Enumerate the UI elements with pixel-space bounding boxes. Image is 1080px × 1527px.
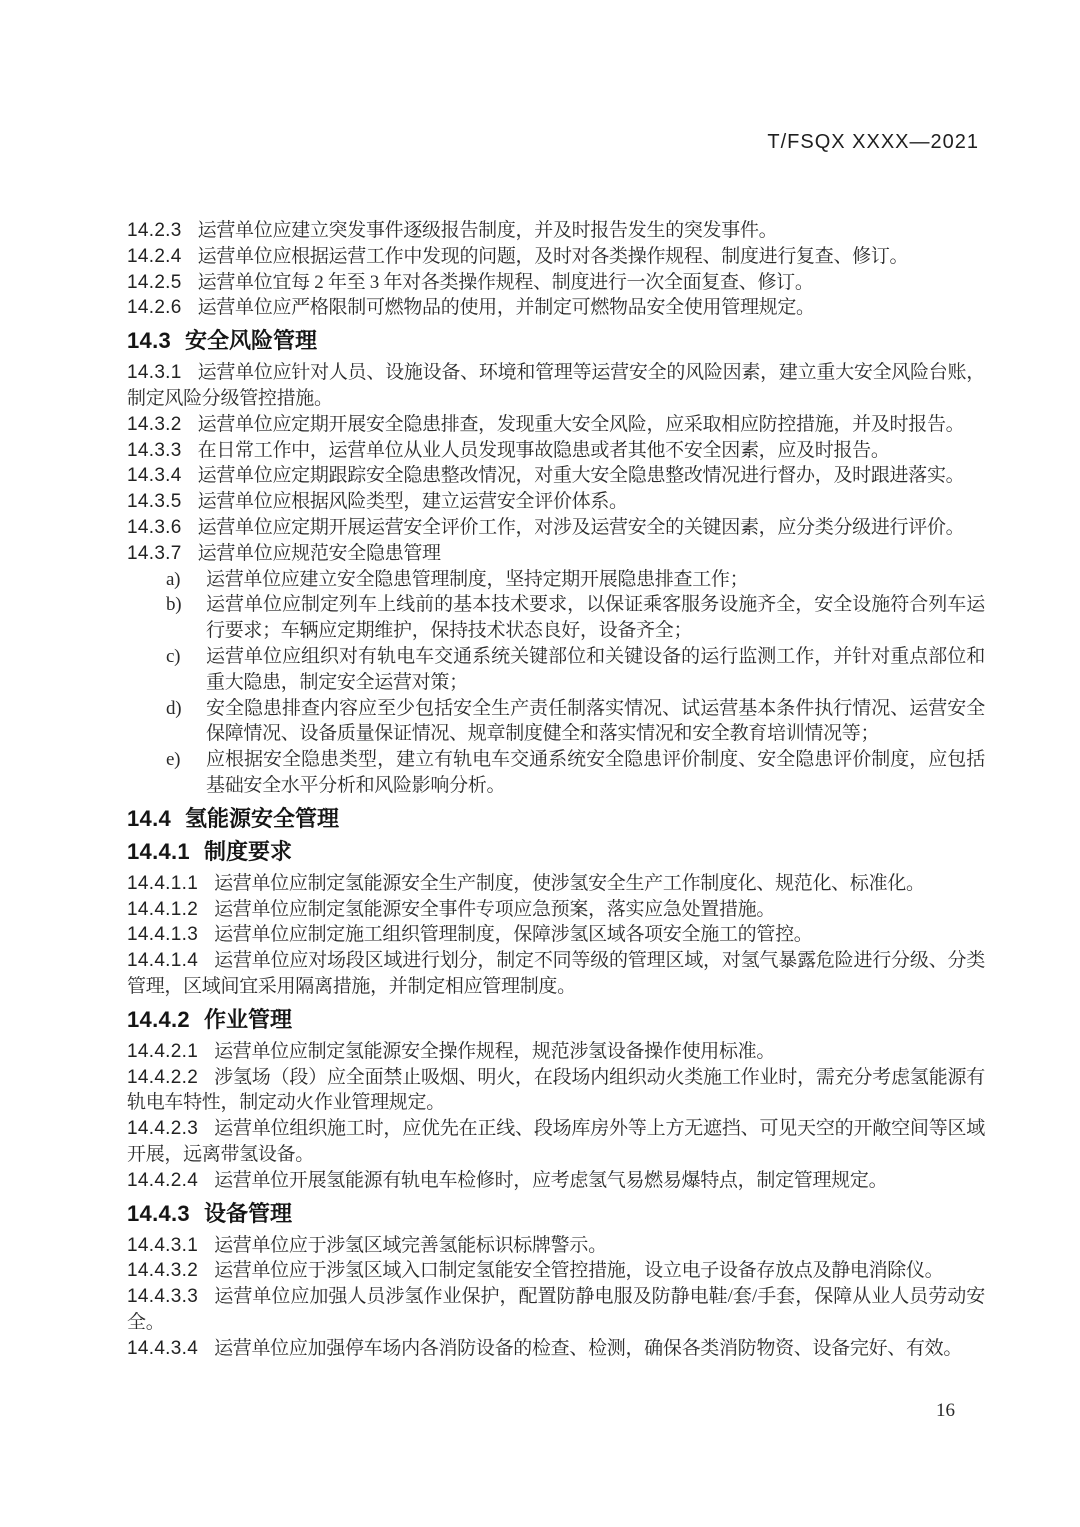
clause-number: 14.4.2.3 bbox=[127, 1118, 199, 1140]
section-heading-14-4-1 bbox=[127, 838, 985, 865]
list-text: 运营单位应建立安全隐患管理制度，坚持定期开展隐患排查工作； bbox=[206, 568, 749, 590]
clause-14-4-3-1 bbox=[127, 1233, 985, 1259]
clause-14-4-3-4 bbox=[127, 1336, 985, 1362]
clause-text: 运营单位应对场段区域进行划分，制定不同等级的管理区域，对氢气暴露危险进行分级、分类管理，区域间宜采用隔离措施，并制定相应管理制度。 bbox=[127, 950, 985, 997]
clause-number: 14.4.3.1 bbox=[127, 1234, 199, 1256]
clause-text: 运营单位应规范安全隐患管理 bbox=[197, 542, 441, 564]
clause-text: 在日常工作中，运营单位从业人员发现事故隐患或者其他不安全因素，应及时报告。 bbox=[197, 439, 890, 461]
list-marker: d) bbox=[166, 697, 182, 719]
clause-14-4-3-3 bbox=[127, 1284, 985, 1336]
heading-title: 安全风险管理 bbox=[185, 328, 318, 354]
list-item-d bbox=[127, 696, 985, 748]
clause-number: 14.3.5 bbox=[127, 491, 182, 513]
page-number: 16 bbox=[936, 1400, 955, 1421]
clause-14-4-3-2 bbox=[127, 1258, 985, 1284]
heading-title: 作业管理 bbox=[203, 1006, 292, 1032]
clause-text: 运营单位应针对人员、设施设备、环境和管理等运营安全的风险因素，建立重大安全风险台账，制定风险分级管控措施。 bbox=[127, 362, 985, 409]
clause-number: 14.2.5 bbox=[127, 271, 182, 293]
clause-text: 运营单位应定期跟踪安全隐患整改情况，对重大安全隐患整改情况进行督办，及时跟进落实。 bbox=[197, 465, 965, 487]
clause-14-4-2-3 bbox=[127, 1116, 985, 1168]
clause-text: 运营单位应加强停车场内各消防设备的检查、检测，确保各类消防物资、设备完好、有效。 bbox=[214, 1337, 963, 1359]
clause-14-3-3 bbox=[127, 438, 985, 464]
document-number: T/FSQX XXXX—2021 bbox=[767, 131, 979, 153]
heading-title: 制度要求 bbox=[203, 838, 292, 864]
list-marker: e) bbox=[166, 749, 181, 771]
clause-number: 14.4.2.2 bbox=[127, 1066, 199, 1088]
clause-text: 运营单位应根据风险类型，建立运营安全评价体系。 bbox=[197, 491, 628, 513]
list-item-a bbox=[127, 567, 985, 593]
clause-14-4-1-1 bbox=[127, 871, 985, 897]
list-item-c bbox=[127, 644, 985, 696]
heading-number: 14.4.3 bbox=[127, 1200, 190, 1226]
clause-text: 运营单位应制定氢能源安全操作规程，规范涉氢设备操作使用标准。 bbox=[214, 1040, 776, 1062]
clause-text: 运营单位应定期开展安全隐患排查，发现重大安全风险，应采取相应防控措施，并及时报告。 bbox=[197, 413, 965, 435]
clause-number: 14.3.1 bbox=[127, 362, 182, 384]
clause-text: 涉氢场（段）应全面禁止吸烟、明火，在段场内组织动火类施工作业时，需充分考虑氢能源有轨电车特性，制定动火作业管理规定。 bbox=[127, 1066, 985, 1114]
clause-text: 运营单位组织施工时，应优先在正线、段场库房外等上方无遮挡、可见天空的开敞空间等区域开展，远离带氢设备。 bbox=[127, 1118, 985, 1165]
clause-14-4-2-1 bbox=[127, 1039, 985, 1065]
clause-number: 14.3.7 bbox=[127, 542, 182, 564]
clause-number: 14.4.2.4 bbox=[127, 1169, 199, 1191]
clause-14-4-1-4 bbox=[127, 948, 985, 1000]
clause-number: 14.4.1.1 bbox=[127, 872, 199, 894]
clause-text: 运营单位应加强人员涉氢作业保护，配置防静电服及防静电鞋/套/手套，保障从业人员劳动安全。 bbox=[127, 1286, 985, 1333]
list-marker: a) bbox=[166, 568, 181, 590]
clause-number: 14.2.3 bbox=[127, 220, 182, 241]
clause-14-4-2-4 bbox=[127, 1168, 985, 1194]
clause-14-4-1-2 bbox=[127, 897, 985, 923]
clause-number: 14.4.1.3 bbox=[127, 924, 199, 946]
clause-14-3-5 bbox=[127, 489, 985, 515]
clause-number: 14.4.1.2 bbox=[127, 898, 199, 920]
section-heading-14-3 bbox=[127, 327, 985, 354]
clause-number: 14.4.1.4 bbox=[127, 950, 199, 972]
list-marker: b) bbox=[166, 594, 182, 616]
heading-number: 14.4.1 bbox=[127, 838, 190, 864]
clause-number: 14.4.2.1 bbox=[127, 1040, 199, 1062]
list-text: 应根据安全隐患类型，建立有轨电车交通系统安全隐患评价制度、安全隐患评价制度，应包括基础安全水平分析和风险影响分析。 bbox=[206, 749, 985, 796]
clause-text: 运营单位应定期开展运营安全评价工作，对涉及运营安全的关键因素，应分类分级进行评价。 bbox=[197, 516, 965, 538]
clause-text: 运营单位宜每 2 年至 3 年对各类操作规程、制度进行一次全面复查、修订。 bbox=[197, 271, 814, 293]
clause-14-4-2-2 bbox=[127, 1065, 985, 1117]
clause-text: 运营单位应于涉氢区域完善氢能标识标牌警示。 bbox=[214, 1234, 607, 1256]
heading-title: 氢能源安全管理 bbox=[185, 805, 340, 831]
clause-14-2-5 bbox=[127, 270, 985, 296]
clause-text: 运营单位应严格限制可燃物品的使用，并制定可燃物品安全使用管理规定。 bbox=[197, 297, 815, 319]
clause-number: 14.3.3 bbox=[127, 439, 182, 461]
clause-number: 14.3.2 bbox=[127, 413, 182, 435]
section-heading-14-4-2 bbox=[127, 1006, 985, 1033]
list-text: 安全隐患排查内容应至少包括安全生产责任制落实情况、试运营基本条件执行情况、运营安全保障情况、设备质量保证情况、规章制度健全和落实情况和安全教育培训情况等； bbox=[206, 697, 985, 745]
list-item-b bbox=[127, 592, 985, 644]
document-body bbox=[127, 218, 985, 1361]
clause-number: 14.2.4 bbox=[127, 245, 182, 267]
heading-number: 14.4.2 bbox=[127, 1006, 190, 1032]
clause-text: 运营单位应建立突发事件逐级报告制度，并及时报告发生的突发事件。 bbox=[197, 220, 778, 241]
list-text: 运营单位应制定列车上线前的基本技术要求，以保证乘客服务设施齐全，安全设施符合列车运行要求；车辆应定期维护，保持技术状态良好，设备齐全； bbox=[206, 594, 985, 642]
clause-14-3-7 bbox=[127, 541, 985, 567]
clause-14-2-4 bbox=[127, 244, 985, 270]
clause-text: 运营单位应制定氢能源安全生产制度，使涉氢安全生产工作制度化、规范化、标准化。 bbox=[214, 872, 925, 894]
clause-number: 14.4.3.3 bbox=[127, 1286, 199, 1308]
clause-14-3-2 bbox=[127, 412, 985, 438]
clause-text: 运营单位应根据运营工作中发现的问题，及时对各类操作规程、制度进行复查、修订。 bbox=[197, 245, 909, 267]
section-heading-14-4-3 bbox=[127, 1200, 985, 1227]
clause-14-3-4 bbox=[127, 463, 985, 489]
clause-number: 14.4.3.2 bbox=[127, 1260, 199, 1282]
clause-14-4-1-3 bbox=[127, 922, 985, 948]
clause-number: 14.4.3.4 bbox=[127, 1337, 199, 1359]
clause-14-3-1 bbox=[127, 360, 985, 412]
clause-text: 运营单位应制定氢能源安全事件专项应急预案，落实应急处置措施。 bbox=[214, 898, 776, 920]
list-marker: c) bbox=[166, 645, 181, 667]
clause-text: 运营单位开展氢能源有轨电车检修时，应考虑氢气易燃易爆特点，制定管理规定。 bbox=[214, 1169, 888, 1191]
clause-14-3-6 bbox=[127, 515, 985, 541]
clause-number: 14.3.4 bbox=[127, 465, 182, 487]
clause-14-2-6 bbox=[127, 295, 985, 321]
section-heading-14-4 bbox=[127, 805, 985, 832]
clause-number: 14.2.6 bbox=[127, 297, 182, 319]
clause-14-2-3 bbox=[127, 218, 985, 244]
list-text: 运营单位应组织对有轨电车交通系统关键部位和关键设备的运行监测工作，并针对重点部位和重大隐患，制定安全运营对策； bbox=[206, 645, 985, 693]
clause-number: 14.3.6 bbox=[127, 516, 182, 538]
heading-title: 设备管理 bbox=[203, 1200, 292, 1226]
heading-number: 14.4 bbox=[127, 805, 172, 831]
clause-text: 运营单位应于涉氢区域入口制定氢能安全管控措施，设立电子设备存放点及静电消除仪。 bbox=[214, 1260, 944, 1282]
clause-text: 运营单位应制定施工组织管理制度，保障涉氢区域各项安全施工的管控。 bbox=[214, 924, 813, 946]
list-item-e bbox=[127, 747, 985, 799]
heading-number: 14.3 bbox=[127, 328, 172, 354]
